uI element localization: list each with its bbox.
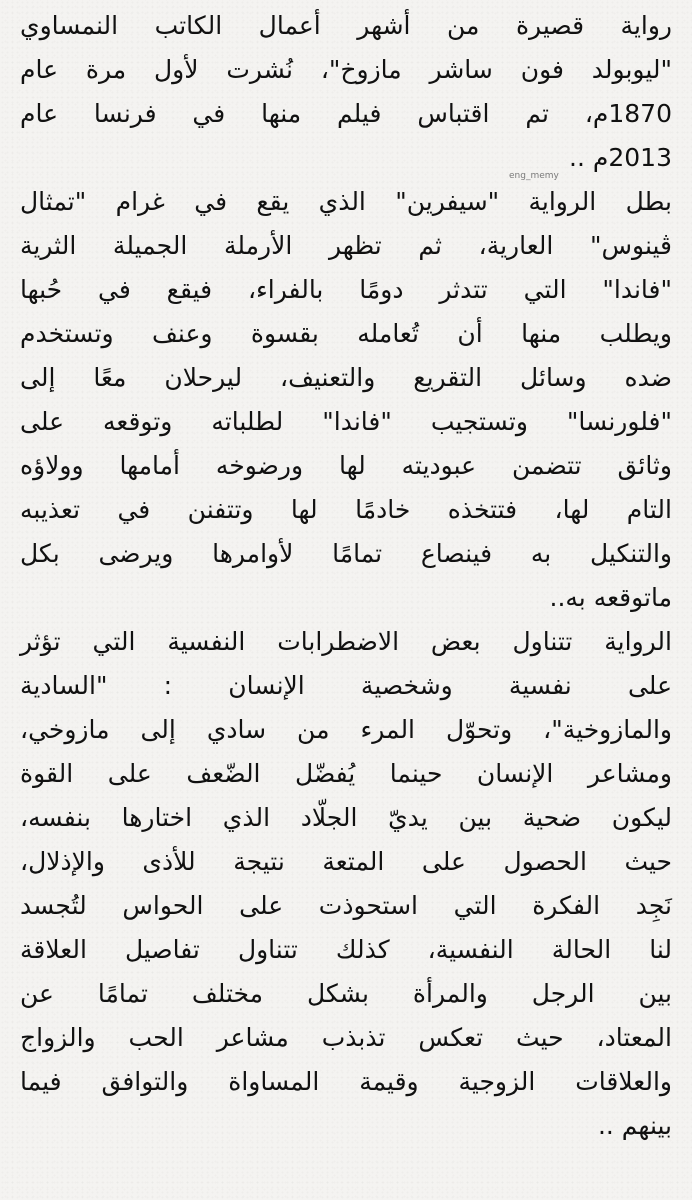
text-line: "فلورنسا" وتستجيب "فاندا" لطلباته وتوقعه على xyxy=(20,407,672,436)
text-line: ضده وسائل التقريع والتعنيف، ليرحلان معًا إلى xyxy=(20,363,672,392)
paragraph-plot xyxy=(20,180,672,620)
paragraph-themes xyxy=(20,620,672,1148)
text-line: رواية قصيرة من أشهر أعمال الكاتب النمساوي xyxy=(20,11,672,40)
text-line: والتنكيل به فينصاع تمامًا لأوامرها ويرضى بكل xyxy=(20,539,672,568)
text-line: والعلاقات الزوجية وقيمة المساواة والتوافق فيما xyxy=(20,1067,672,1096)
text-line: المعتاد، حيث تعكس تذبذب مشاعر الحب والزواج xyxy=(20,1023,672,1052)
text-line: وثائق تتضمن عبوديته لها ورضوخه أمامها وولاؤه xyxy=(20,451,672,480)
text-line: بينهم .. xyxy=(597,1111,672,1140)
text-line: نَجِد الفكرة التي استحوذت على الحواس لتُجسد xyxy=(20,891,672,920)
text-line: ماتوقعه به.. xyxy=(549,583,672,612)
watermark-username: eng_memy xyxy=(509,171,559,181)
text-line: لنا الحالة النفسية، كذلك تتناول تفاصيل العلاقة xyxy=(20,935,672,964)
text-line: بطل الرواية "سيفرين" الذي يقع في غرام "تمثال xyxy=(20,187,672,216)
text-line: "ليوبولد فون ساشر مازوخ"، نُشرت لأول مرة عام xyxy=(20,55,672,84)
paragraph-intro xyxy=(20,4,672,180)
text-line: "فاندا" التي تتدثر دومًا بالفراء، فيقع في حُبها xyxy=(20,275,672,304)
text-line: ليكون ضحية بين يديّ الجلّاد الذي اختارها بنفسه، xyxy=(20,803,672,832)
text-line: ومشاعر الإنسان حينما يُفضّل الضّعف على القوة xyxy=(20,759,672,788)
text-line: بين الرجل والمرأة بشكل مختلف تمامًا عن xyxy=(20,979,672,1008)
note-body xyxy=(20,4,672,1148)
text-line: التام لها، فتتخذه خادمًا لها وتتفنن في تعذيبه xyxy=(20,495,672,524)
text-line: ڤينوس" العارية، ثم تظهر الأرملة الجميلة الثرية xyxy=(20,231,672,260)
text-line: الرواية تتناول بعض الاضطرابات النفسية التي تؤثر xyxy=(20,627,672,656)
text-line: 2013م .. xyxy=(569,143,672,172)
text-line: 1870م، تم اقتباس فيلم منها في فرنسا عام xyxy=(20,99,672,128)
text-line: حيث الحصول على المتعة نتيجة للأذى والإذلال، xyxy=(20,847,672,876)
text-line: والمازوخية"، وتحوّل المرء من سادي إلى مازوخي، xyxy=(20,715,672,744)
text-line: على نفسية وشخصية الإنسان : "السادية xyxy=(20,671,672,700)
text-line: ويطلب منها أن تُعامله بقسوة وعنف وتستخدم xyxy=(20,319,672,348)
